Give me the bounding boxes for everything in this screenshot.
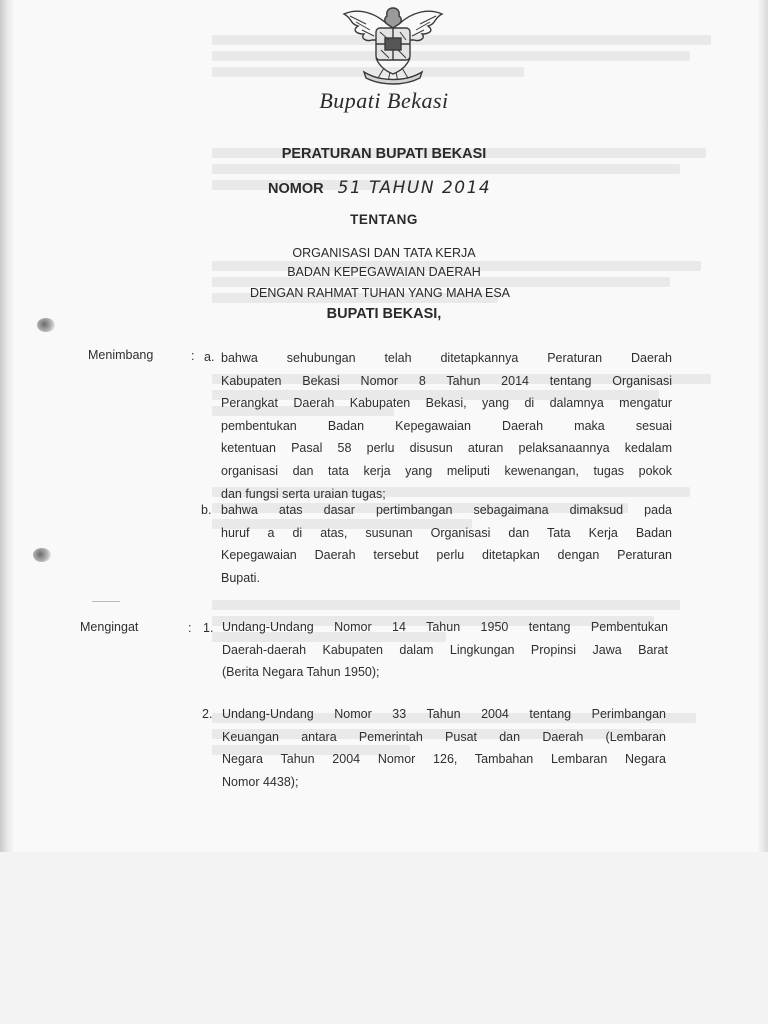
preamble: DENGAN RAHMAT TUHAN YANG MAHA ESA — [249, 286, 510, 300]
subject-line-1: ORGANISASI DAN TATA KERJA — [292, 246, 476, 260]
text-line: Bupati. — [221, 570, 260, 585]
mengingat-item-2 — [222, 703, 666, 793]
pencil-mark — [92, 601, 120, 602]
text-line: (Berita Negara Tahun 1950); — [222, 665, 380, 680]
text-line: dan fungsi serta uraian tugas; — [221, 486, 386, 501]
menimbang-item-a — [221, 347, 672, 505]
text-line: pembentukan Badan Kepegawaian Daerah maka sesuai — [221, 418, 672, 433]
text-line: Kepegawaian Daerah tersebut perlu ditetapkan dengan Peraturan — [221, 548, 672, 563]
punch-hole-bottom — [33, 548, 51, 562]
subject-line-2: BADAN KEPEGAWAIAN DAERAH — [287, 265, 481, 279]
text-line: organisasi dan tata kerja yang meliputi kewenangan, tugas pokok — [221, 463, 672, 478]
mengingat-item-1 — [222, 616, 668, 684]
mengingat-marker-2: 2. — [202, 707, 213, 721]
regulation-number — [268, 178, 491, 198]
menimbang-item-b — [221, 499, 672, 589]
text-line: huruf a di atas, susunan Organisasi dan Tata Kerja Badan — [221, 525, 672, 540]
text-line: Kabupaten Bekasi Nomor 8 Tahun 2014 tentang Organisasi — [221, 373, 672, 388]
number-label: NOMOR — [268, 181, 324, 197]
mengingat-marker-1: 1. — [203, 621, 214, 635]
number-handwritten: 51 TAHUN 2014 — [337, 178, 492, 198]
menimbang-label: Menimbang — [88, 348, 154, 362]
menimbang-marker-a: a. — [204, 350, 215, 364]
text-line: Keuangan antara Pemerintah Pusat dan Daerah (Lembaran — [222, 729, 666, 744]
text-line: Negara Tahun 2004 Nomor 126, Tambahan Lembaran Negara — [222, 752, 666, 767]
menimbang-marker-b: b. — [201, 503, 212, 517]
mengingat-colon: : — [188, 621, 192, 635]
regulation-title: PERATURAN BUPATI BEKASI — [281, 146, 487, 162]
menimbang-colon: : — [191, 349, 195, 363]
mengingat-label: Mengingat — [80, 620, 139, 634]
page-edge-shadow — [758, 0, 768, 852]
tentang-heading: TENTANG — [350, 212, 418, 227]
text-line: bahwa atas dasar pertimbangan sebagaimana dimaksud pada — [221, 503, 672, 517]
authority: BUPATI BEKASI, — [326, 306, 442, 322]
text-line: ketentuan Pasal 58 perlu disusun aturan pelaksanaannya kedalam — [221, 441, 672, 456]
text-line: bahwa sehubungan telah ditetapkannya Peraturan Daerah — [221, 351, 672, 365]
text-line: Nomor 4438); — [222, 774, 299, 789]
text-line: Undang-Undang Nomor 33 Tahun 2004 tentang Perimbangan — [222, 707, 666, 721]
text-line: Perangkat Daerah Kabupaten Bekasi, yang di dalamnya mengatur — [221, 396, 672, 411]
office-title: Bupati Bekasi — [319, 88, 449, 113]
text-line: Daerah-daerah Kabupaten dalam Lingkungan Propinsi Jawa Barat — [222, 642, 668, 657]
garuda-emblem-icon — [340, 2, 446, 86]
text-line: Undang-Undang Nomor 14 Tahun 1950 tentang Pembentukan — [222, 620, 668, 634]
page-binding-shadow — [0, 0, 14, 852]
